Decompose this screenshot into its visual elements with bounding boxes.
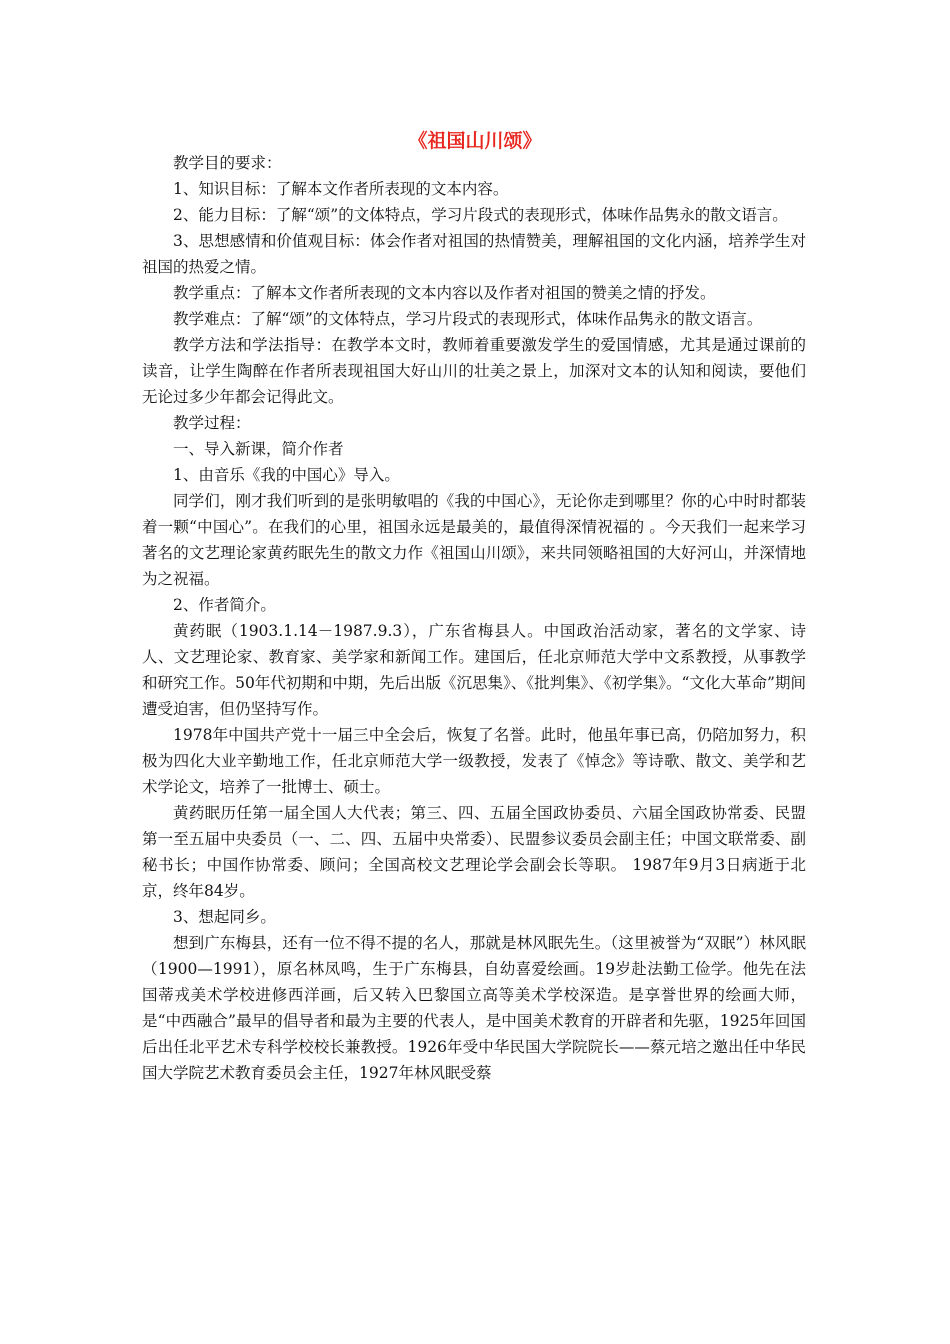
author-bio-paragraph: 黄药眠（1903.1.14－1987.9.3），广东省梅县人。中国政治活动家，著名的文学家、诗人、文艺理论家、教育家、美学家和新闻工作。建国后，任北京师范大学中文系教授，从事教学和研究工作。50年代初期和中期，先后出版《沉思集》、《批判集》、《初学集》。“文化大革命”期间遭受迫害，但仍坚持写作。: [142, 622, 806, 718]
teaching-method: 教学方法和学法指导：在教学本文时，教师着重要激发学生的爱国情感，尤其是通过课前的读音，让学生陶醉在作者所表现祖国大好山川的壮美之景上，加深对文本的认知和阅读，要他们无论过多少年都会记得此文。: [142, 336, 806, 406]
author-later-paragraph: 1978年中国共产党十一届三中全会后，恢复了名誉。此时，他虽年事已高，仍陪加努力，积极为四化大业辛勤地工作，任北京师范大学一级教授，发表了《悼念》等诗歌、散文、美学和艺术学论文，培养了一批博士、硕士。: [142, 726, 806, 796]
teaching-difficulty: 教学难点：了解“颂”的文体特点，学习片段式的表现形式，体味作品隽永的散文语言。: [173, 310, 763, 328]
section-one-heading: 一、导入新课，简介作者: [173, 440, 344, 458]
music-intro-paragraph: 同学们，刚才我们听到的是张明敏唱的《我的中国心》，无论你走到哪里？你的心中时时都装着一颗“中国心”。在我们的心里，祖国永远是最美的，最值得深情祝福的 。今天我们一起来学习著名的文艺理论家黄药眠先生的散文力作《祖国山川颂》，来共同领略祖国的大好河山，并深情地为之祝福。: [142, 492, 806, 588]
document-body: [142, 150, 806, 1086]
hometown-heading: 3、想起同乡。: [173, 908, 276, 926]
author-intro-heading: 2、作者简介。: [173, 596, 276, 614]
document-title: 《祖国山川颂》: [408, 130, 542, 152]
ability-objective: 2、能力目标：了解“颂”的文体特点，学习片段式的表现形式，体味作品隽永的散文语言。: [173, 206, 788, 224]
process-heading: 教学过程：: [173, 414, 251, 432]
lin-fengmian-paragraph: 想到广东梅县，还有一位不得不提的名人，那就是林风眠先生。（这里被誉为“双眠”）林风眠（1900—1991），原名林凤鸣，生于广东梅县，自幼喜爱绘画。19岁赴法勤工俭学。他先在法国蒂戎美术学校进修西洋画，后又转入巴黎国立高等美术学校深造。是享誉世界的绘画大师，是“中西融合”最早的倡导者和最为主要的代表人，是中国美术教育的开辟者和先驱，1925年回国后出任北平艺术专科学校校长兼教授。1926年受中华民国大学院院长——蔡元培之邀出任中华民国大学院艺术教育委员会主任，1927年林风眠受蔡: [142, 934, 806, 1082]
author-positions-paragraph: 黄药眠历任第一届全国人大代表；第三、四、五届全国政协委员、六届全国政协常委、民盟第一至五届中央委员（一、二、四、五届中央常委）、民盟参议委员会副主任；中国文联常委、副秘书长；中国作协常委、顾问；全国高校文艺理论学会副会长等职。 1987年9月3日病逝于北京，终年84岁。: [142, 804, 806, 900]
teaching-focus: 教学重点：了解本文作者所表现的文本内容以及作者对祖国的赞美之情的抒发。: [173, 284, 716, 302]
music-intro-heading: 1、由音乐《我的中国心》导入。: [173, 466, 400, 484]
values-objective: 3、思想感情和价值观目标：体会作者对祖国的热情赞美，理解祖国的文化内涵，培养学生对祖国的热爱之情。: [142, 232, 806, 276]
objectives-heading: 教学目的要求：: [173, 154, 282, 172]
knowledge-objective: 1、知识目标：了解本文作者所表现的文本内容。: [173, 180, 509, 198]
